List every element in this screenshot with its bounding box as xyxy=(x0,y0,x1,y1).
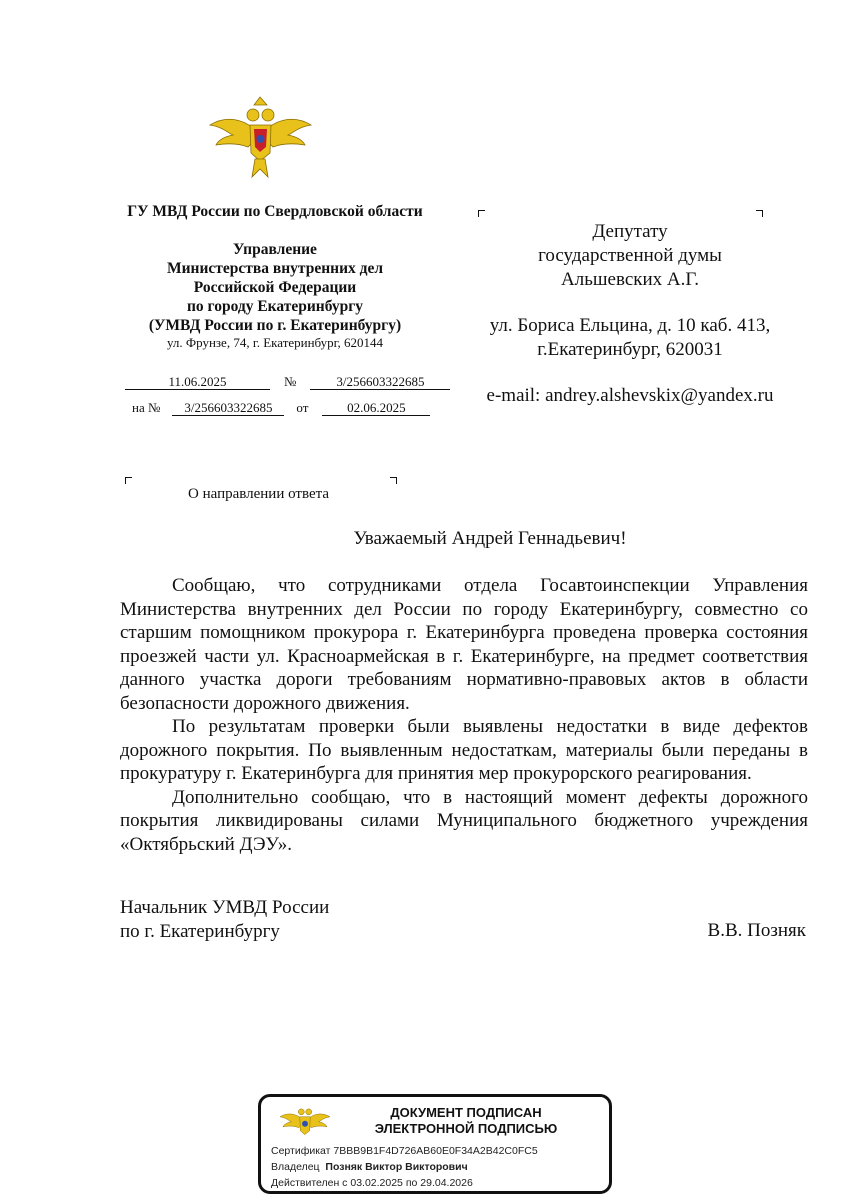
reference-reg-line xyxy=(132,399,430,417)
greeting: Уважаемый Андрей Геннадьевич! xyxy=(353,528,627,549)
number-label: № xyxy=(284,374,297,389)
recipient-address-line: г.Екатеринбург, 620031 xyxy=(537,339,723,360)
org-line: Министерства внутренних дел xyxy=(166,260,384,277)
org-address: ул. Фрунзе, 74, г. Екатеринбург, 620144 xyxy=(166,335,384,350)
corner-mark xyxy=(756,210,763,217)
ref-from-label: от xyxy=(296,400,309,415)
ref-number: 3/256603322685 xyxy=(172,400,284,416)
recipient-line: Альшевских А.Г. xyxy=(561,269,699,290)
stamp-certificate xyxy=(271,1145,538,1157)
outgoing-number: 3/256603322685 xyxy=(310,374,450,390)
stamp-title-line: ДОКУМЕНТ ПОДПИСАН xyxy=(390,1105,542,1120)
org-line: Управление xyxy=(233,241,317,258)
corner-mark xyxy=(478,210,485,217)
ref-label: на № xyxy=(132,400,161,415)
org-line: Российской Федерации xyxy=(193,279,357,296)
stamp-validity: Действителен с 03.02.2025 по 29.04.2026 xyxy=(271,1177,473,1189)
signatory-position xyxy=(120,896,329,943)
e-signature-stamp xyxy=(258,1094,612,1194)
subject: О направлении ответа xyxy=(188,486,330,502)
cert-value: 7BBB9B1F4D726AB60E0F34A2B42C0FC5 xyxy=(333,1145,538,1157)
org-line: по городу Екатеринбургу xyxy=(186,298,364,315)
letter-body xyxy=(120,574,808,856)
ref-date: 02.06.2025 xyxy=(322,400,430,416)
cert-label: Сертификат xyxy=(271,1145,331,1157)
org-top: ГУ МВД России по Свердловской области xyxy=(127,203,423,220)
org-name xyxy=(105,240,445,351)
position-line: Начальник УМВД России xyxy=(120,897,330,918)
outgoing-reg-line xyxy=(125,373,450,391)
recipient xyxy=(470,220,790,408)
stamp-owner xyxy=(271,1161,468,1173)
stamp-title xyxy=(321,1105,611,1137)
body-paragraph: Дополнительно сообщаю, что в настоящий момент дефекты дорожного покрытия ликвидированы силами Муниципального бюджетного учреждения «Октябрьский ДЭУ». xyxy=(120,786,808,855)
body-paragraph: Сообщаю, что сотрудниками отдела Госавтоинспекции Управления Министерства внутренних дел России по городу Екатеринбургу, совместно со старшим помощником прокурора г. Екатеринбурга проведена проверка состояния проезжей части ул. Красноармейская в г. Екатеринбурге, на предмет соответствия данного участка дороги требованиям нормативно-правовых актов в области безопасности дорожного движения. xyxy=(120,575,808,714)
corner-mark xyxy=(125,477,132,484)
org-line: (УМВД России по г. Екатеринбургу) xyxy=(148,317,402,334)
recipient-line: государственной думы xyxy=(538,245,722,266)
mvd-emblem-icon xyxy=(208,95,313,180)
recipient-address-line: ул. Бориса Ельцина, д. 10 каб. 413, xyxy=(489,315,771,336)
owner-value: Позняк Виктор Викторович xyxy=(325,1161,468,1173)
recipient-email: e-mail: andrey.alshevskix@yandex.ru xyxy=(486,385,774,406)
owner-label: Владелец xyxy=(271,1161,320,1173)
recipient-line: Депутату xyxy=(592,221,668,242)
corner-mark xyxy=(390,477,397,484)
body-paragraph: По результатам проверки были выявлены недостатки в виде дефектов дорожного покрытия. По выявленным недостаткам, материалы были переданы в прокуратуру г. Екатеринбурга для принятия мер прокурорского реагирования. xyxy=(120,716,808,784)
outgoing-date: 11.06.2025 xyxy=(125,374,270,390)
stamp-title-line: ЭЛЕКТРОННОЙ ПОДПИСЬЮ xyxy=(374,1121,558,1136)
signatory-name: В.В. Позняк xyxy=(707,919,806,941)
position-line: по г. Екатеринбургу xyxy=(120,920,280,942)
